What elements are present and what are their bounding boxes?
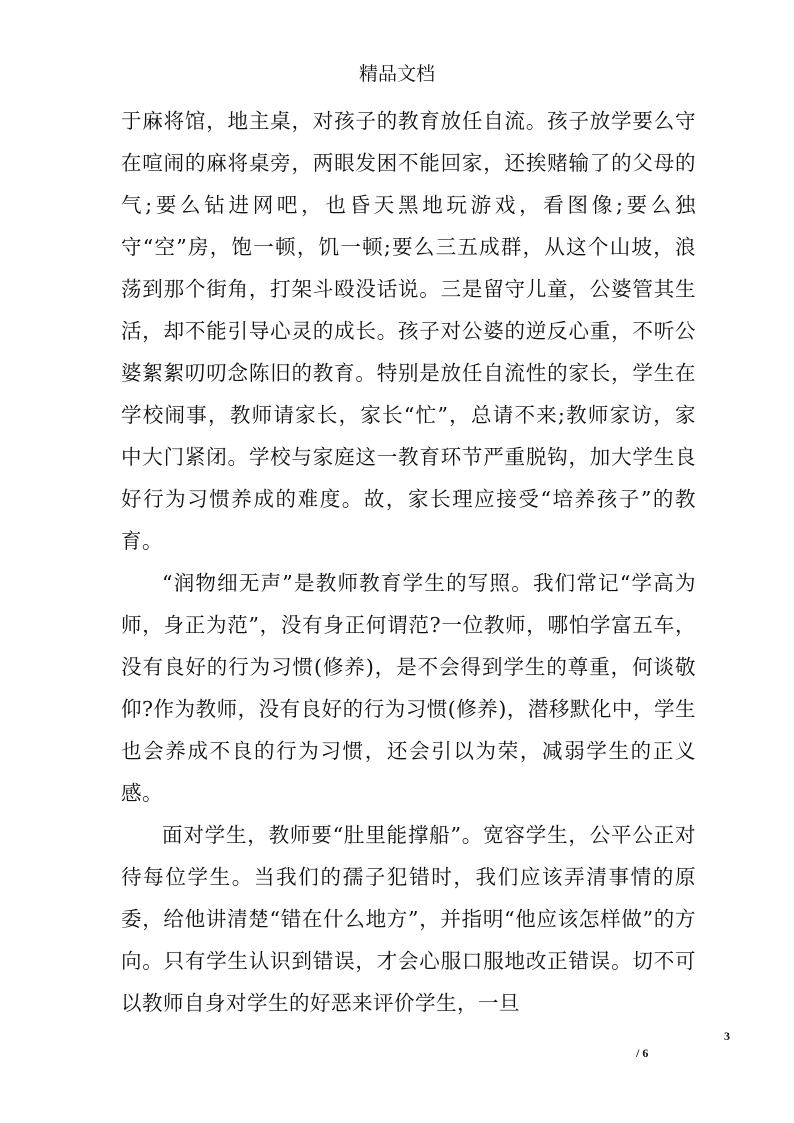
paragraph-2: “润物细无声”是教师教育学生的写照。我们常记“学高为师，身正为范”，没有身正何谓范?一位教师，哪怕学富五车，没有良好的行为习惯(修养)，是不会得到学生的尊重，何谈敬仰?作为教师，没有良好的行为习惯(修养)，潜移默化中，学生也会养成不良的行为习惯，还会引以为荣，减弱学生的正义感。 xyxy=(121,571,696,805)
paragraph-1: 于麻将馆，地主桌，对孩子的教育放任自流。孩子放学要么守在喧闹的麻将桌旁，两眼发困不能回家，还挨赌输了的父母的气;要么钻进网吧，也昏天黑地玩游戏，看图像;要么独守“空”房，饱一顿，饥一顿;要么三五成群，从这个山坡，浪荡到那个街角，打架斗殴没话说。三是留守儿童，公婆管其生活，却不能引导心灵的成长。孩子对公婆的逆反心重，不听公婆絮絮叨叨念陈旧的教育。特别是放任自流性的家长，学生在学校闹事，教师请家长，家长“忙”，总请不来;教师家访，家中大门紧闭。学校与家庭这一教育环节严重脱钩，加大学生良好行为习惯养成的难度。故，家长理应接受“培养孩子”的教育。 xyxy=(121,109,696,553)
page-number: 3 xyxy=(724,1029,730,1043)
paragraph-3: 面对学生，教师要“肚里能撑船”。宽容学生，公平公正对待每位学生。当我们的孺子犯错时，我们应该弄清事情的原委，给他讲清楚“错在什么地方”，并指明“他应该怎样做”的方向。只有学生认识到错误，才会心服口服地改正错误。切不可以教师自身对学生的好恶来评价学生，一旦 xyxy=(121,823,696,1015)
page-header: 精品文档 xyxy=(358,63,435,85)
document-body xyxy=(121,100,696,1024)
page-total: / 6 xyxy=(636,1046,649,1060)
